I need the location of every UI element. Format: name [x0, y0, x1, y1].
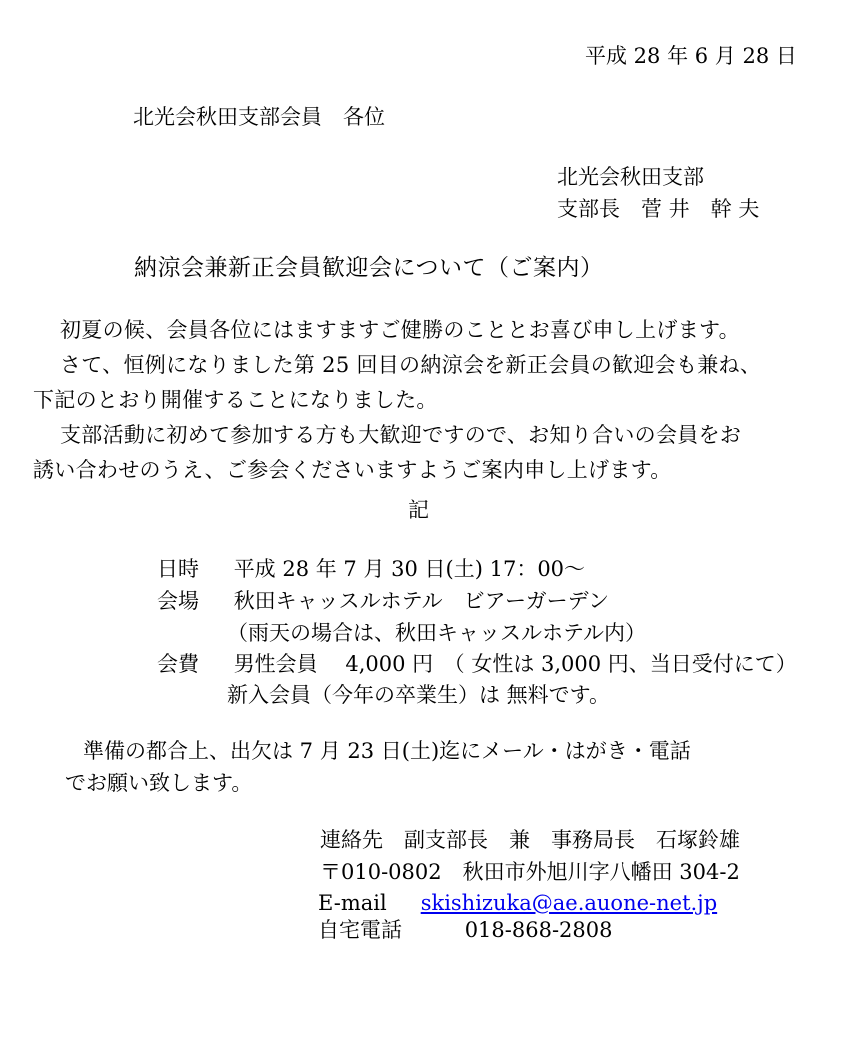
- document-date: 平成 28 年 6 月 28 日: [585, 44, 797, 68]
- fee-row: [157, 654, 797, 675]
- venue-label: 会場: [157, 589, 199, 613]
- body-line: 誘い合わせのうえ、ご参会くださいますようご案内申し上げます。: [33, 458, 672, 482]
- venue-row: [157, 591, 609, 612]
- phone-label: 自宅電話: [318, 918, 402, 942]
- fee-label: 会費: [157, 652, 199, 676]
- document-title: 納涼会兼新正会員歓迎会について（ご案内）: [134, 255, 604, 281]
- body-line: 支部活動に初めて参加する方も大歓迎ですので、お知り合いの会員をお: [60, 423, 742, 447]
- sender-org: 北光会秋田支部: [557, 165, 704, 189]
- email-link[interactable]: skishizuka@ae.auone-net.jp: [420, 891, 718, 915]
- contact-address: 〒010-0802 秋田市外旭川字八幡田 304-2: [320, 860, 740, 884]
- datetime-label: 日時: [157, 557, 199, 581]
- body-line: 下記のとおり開催することになりました。: [33, 388, 438, 412]
- venue-value: 秋田キャッスルホテル ビアーガーデン: [233, 589, 610, 613]
- fee-value: 男性会員 4,000 円 （ 女性は 3,000 円、当日受付にて）: [233, 652, 797, 676]
- phone-number: 018-868-2808: [464, 918, 613, 942]
- ki-heading: 記: [408, 498, 429, 522]
- contact-phone-row: [318, 920, 613, 941]
- contact-person: 連絡先 副支部長 兼 事務局長 石塚鈴雄: [320, 828, 740, 852]
- body-line: さて、恒例になりました第 25 回目の納涼会を新正会員の歓迎会も兼ね、: [60, 353, 762, 377]
- rsvp-line: でお願い致します。: [65, 771, 253, 795]
- body-line: 初夏の候、会員各位にはますますご健勝のこととお喜び申し上げます。: [60, 318, 740, 342]
- fee-note: 新入会員（今年の卒業生）は 無料です。: [227, 683, 610, 707]
- venue-note: （雨天の場合は、秋田キャッスルホテル内）: [227, 621, 646, 645]
- rsvp-line: 準備の都合上、出欠は 7 月 23 日(土)迄にメール・はがき・電話: [83, 739, 691, 763]
- sender-name: 支部長 菅 井 幹 夫: [557, 197, 760, 221]
- email-label: E-mail: [318, 891, 387, 915]
- datetime-value: 平成 28 年 7 月 30 日(土) 17：00～: [233, 557, 586, 581]
- datetime-row: [157, 559, 585, 580]
- addressee: 北光会秋田支部会員 各位: [133, 105, 385, 129]
- contact-email-row: [318, 893, 717, 914]
- body-paragraph: [33, 313, 823, 488]
